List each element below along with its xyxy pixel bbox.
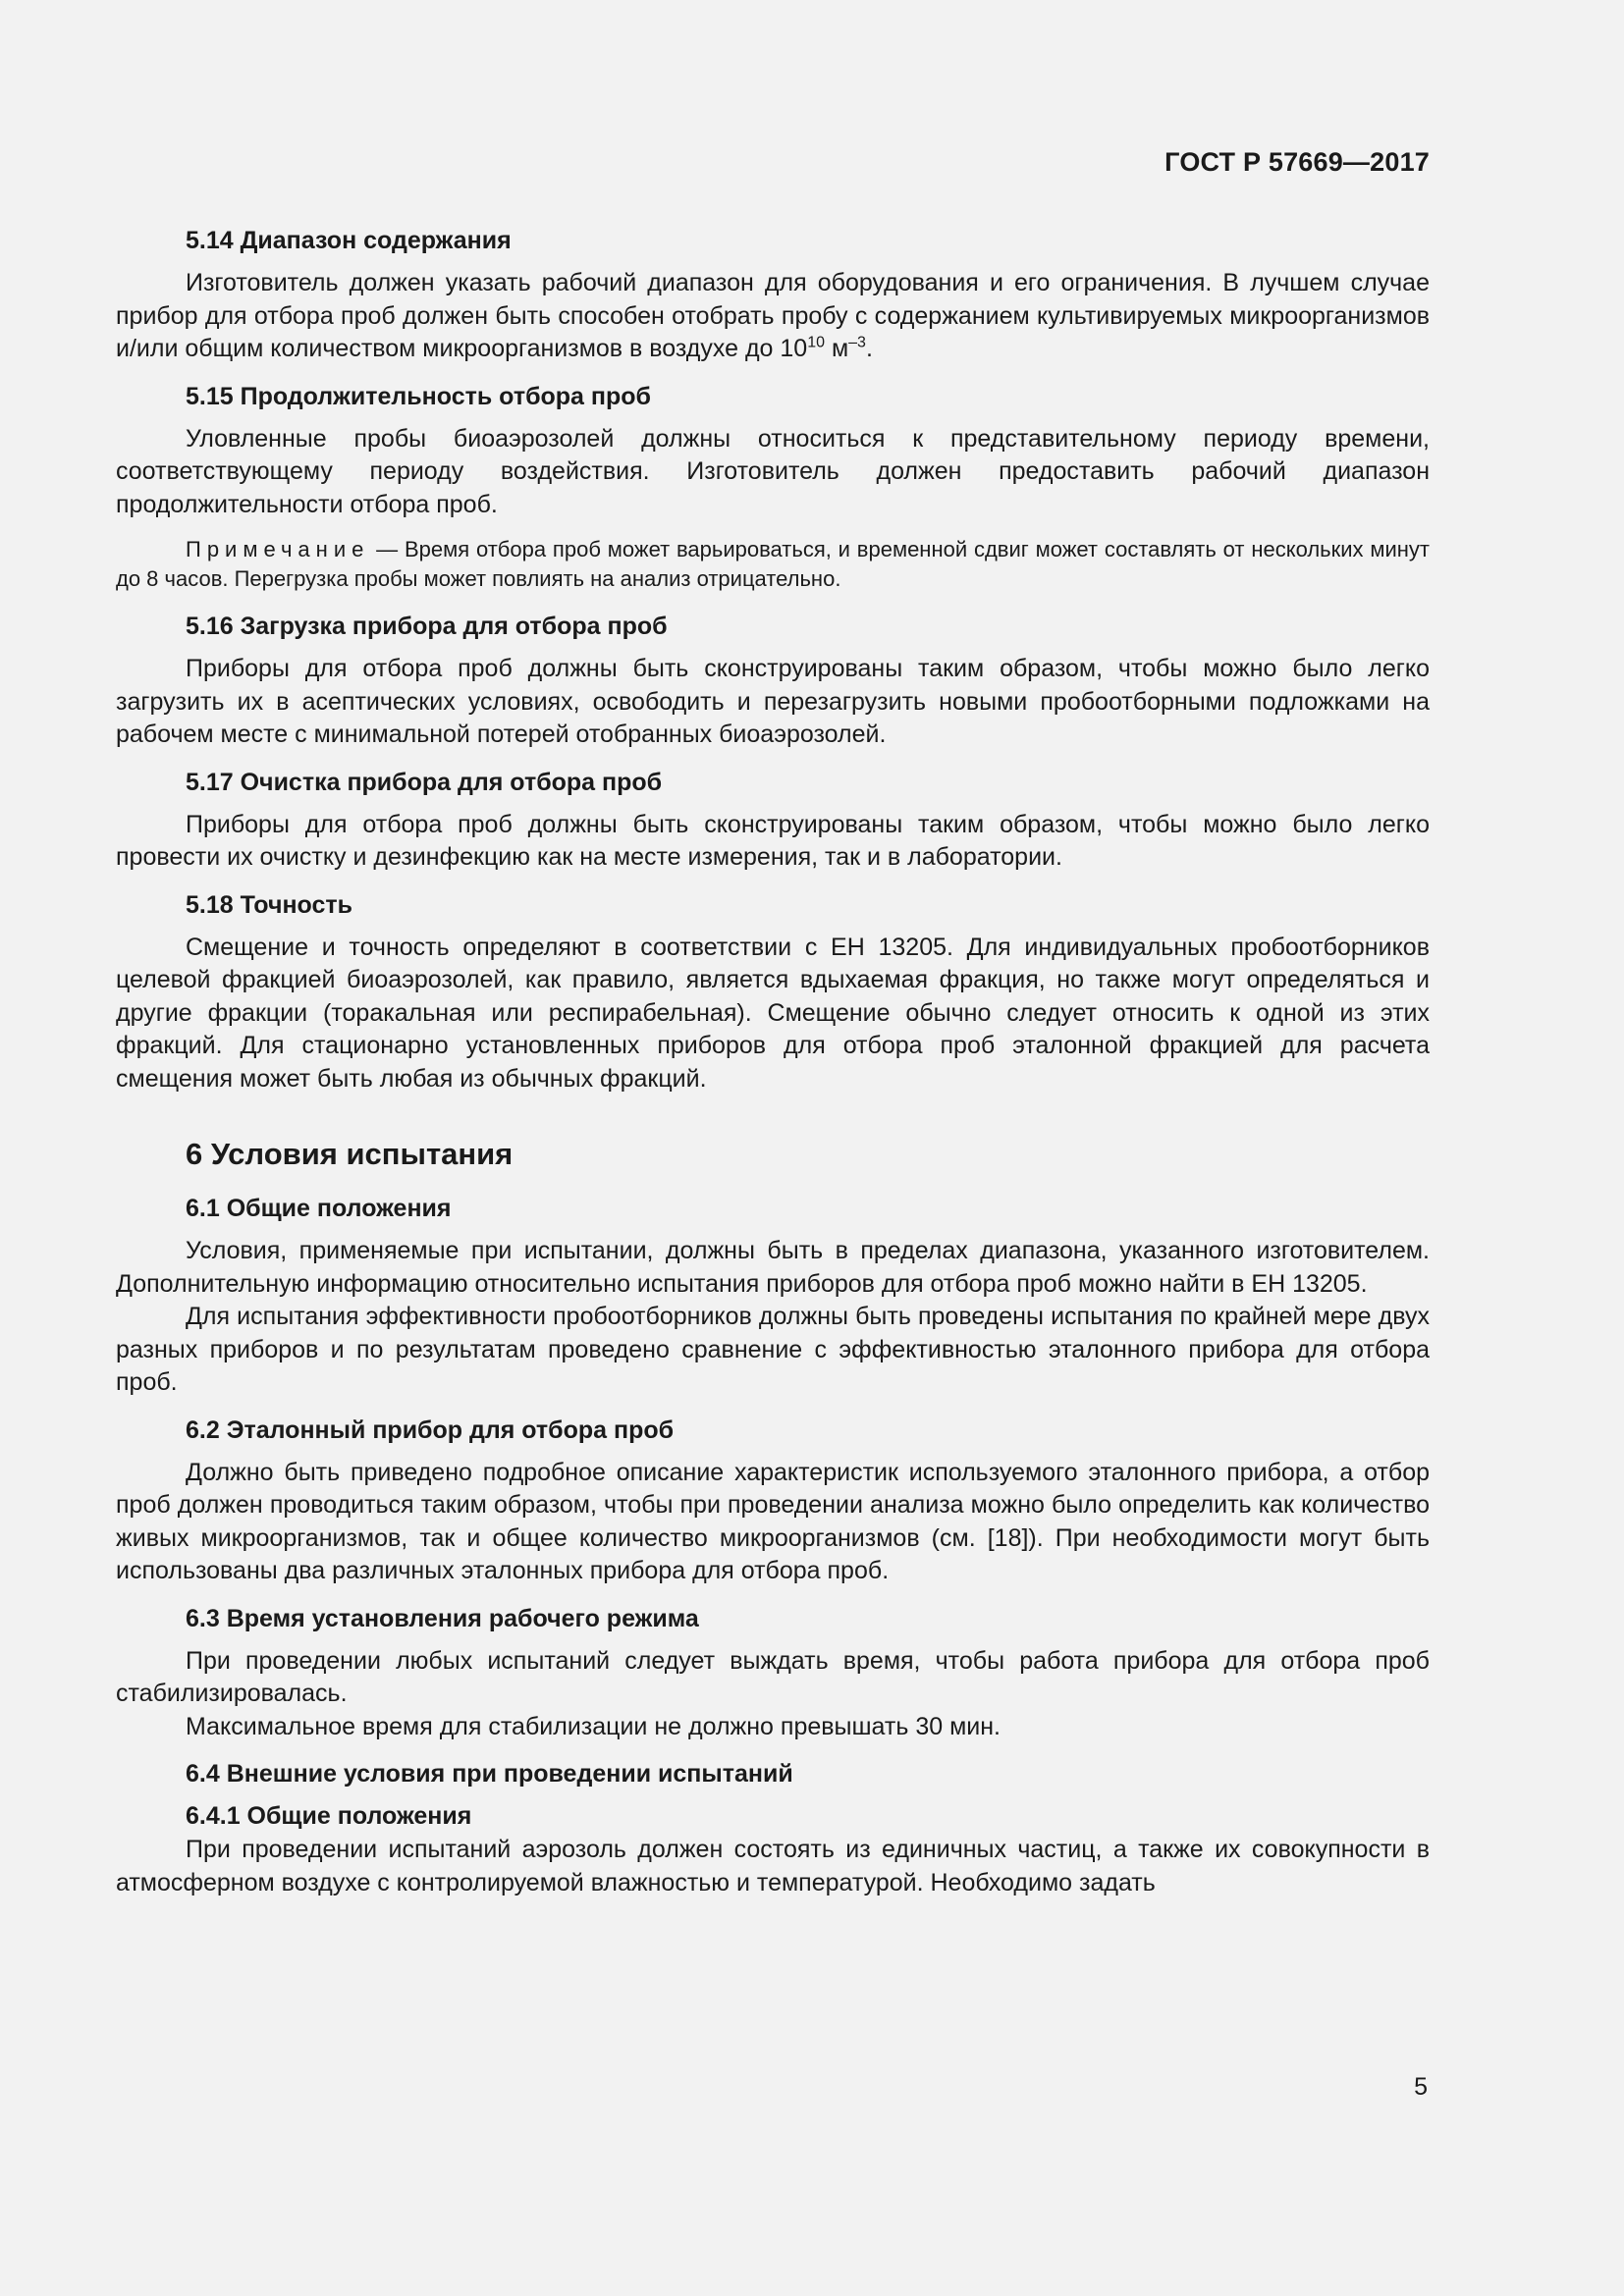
section-5-14-paragraph: Изготовитель должен указать рабочий диапазон для оборудования и его ограничения. В лучшем случае прибор для отбора проб должен быть способен отобрать пробу с содержанием культивируемых микроорганизмов и/или общим количеством микроорганизмов в воздухе до $10^{10}$ $м^{-3}$. [116,269,1430,362]
section-6-4-title: 6.4 Внешние условия при проведении испытаний [186,1760,793,1788]
note-label: Примечание [186,537,370,561]
section-6-3-title: 6.3 Время установления рабочего режима [186,1604,699,1632]
document-body [116,224,1430,1899]
section-5-16-paragraph: Приборы для отбора проб должны быть сконструированы таким образом, чтобы можно было легко загрузить их в асептических условиях, освободить и перезагрузить новыми пробоотборными подложками на рабочем месте с минимальной потерей отобранных биоаэрозолей. [116,655,1430,748]
section-5-16-title: 5.16 Загрузка прибора для отбора проб [186,613,668,640]
section-5-14-title: 5.14 Диапазон содержания [186,227,512,254]
section-6-2-title: 6.2 Эталонный прибор для отбора проб [186,1415,675,1444]
section-5-17-title: 5.17 Очистка прибора для отбора проб [186,768,663,796]
section-6-title: 6 Условия испытания [186,1137,514,1171]
section-5-15-note [116,535,1430,594]
section-5-18-title: 5.18 Точность [186,890,353,919]
note-text: — Время отбора проб может варьироваться, и временной сдвиг может составлять от нескольких минут до 8 часов. Перегрузка пробы может повлиять на анализ отрицательно. [116,537,1430,591]
section-5-15-title: 5.15 Продолжительность отбора проб [186,382,651,410]
section-5-18-paragraph: Смещение и точность определяют в соответствии с ЕН 13205. Для индивидуальных пробоотборников целевой фракцией биоаэрозолей, как правило, является вдыхаемая фракция, но также могут определяться и другие фракции (торакальная или респирабельная). Смещение обычно следует относить к одной из этих фракций. Для стационарно установленных приборов для отбора проб эталонной фракцией для расчета смещения может быть любая из обычных фракций. [116,933,1430,1093]
section-5-15-paragraph: Уловленные пробы биоаэрозолей должны относиться к представительному периоду времени, соответствующему периоду воздействия. Изготовитель должен предоставить рабочий диапазон продолжительности отбора проб. [116,424,1430,518]
section-6-1-paragraph-2: Для испытания эффективности пробоотборников должны быть проведены испытания по крайней мере двух разных приборов и по результатам проведено сравнение с эффективностью эталонного прибора для отбора проб. [116,1303,1430,1396]
section-6-3-paragraph-2: Максимальное время для стабилизации не должно превышать 30 мин. [186,1712,1001,1740]
document-header: ГОСТ Р 57669—2017 [1164,147,1430,177]
section-5-17-paragraph: Приборы для отбора проб должны быть сконструированы таким образом, чтобы можно было легко провести их очистку и дезинфекцию как на месте измерения, так и в лаборатории. [116,810,1430,871]
section-6-1-paragraph-1: Условия, применяемые при испытании, должны быть в пределах диапазона, указанного изготовителем. Дополнительную информацию относительно испытания приборов для отбора проб можно найти в ЕН 13205. [116,1237,1430,1298]
page-number: 5 [1414,2073,1428,2101]
section-6-4-1-paragraph: При проведении испытаний аэрозоль должен состоять из единичных частиц, а также их совокупности в атмосферном воздухе с контролируемой влажностью и температурой. Необходимо задать [116,1836,1430,1896]
section-6-2-paragraph: Должно быть приведено подробное описание характеристик используемого эталонного прибора, а отбор проб должен проводиться таким образом, чтобы при проведении анализа можно было определить как количество живых микроорганизмов, так и общее количество микроорганизмов (см. [18]). При необходимости могут быть использованы два различных эталонных прибора для отбора проб. [116,1458,1430,1584]
section-6-3-paragraph-1: При проведении любых испытаний следует выждать время, чтобы работа прибора для отбора проб стабилизировалась. [116,1646,1430,1707]
section-6-1-title: 6.1 Общие положения [186,1195,452,1222]
section-6-4-1-title: 6.4.1 Общие положения [186,1802,472,1830]
